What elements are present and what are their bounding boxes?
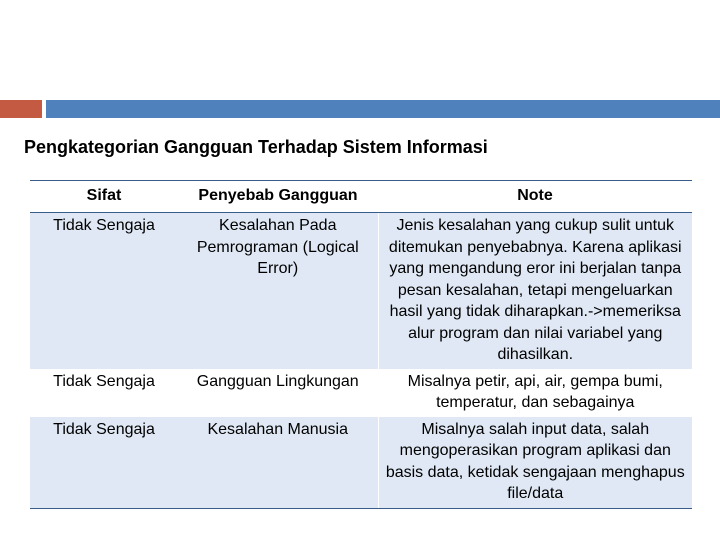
accent-bar-blue xyxy=(46,100,720,118)
table-header-row xyxy=(30,181,692,213)
cell-penyebab: Gangguan Lingkungan xyxy=(178,369,378,417)
cell-note: Misalnya petir, api, air, gempa bumi, temperatur, dan sebagainya xyxy=(378,369,692,417)
cell-sifat: Tidak Sengaja xyxy=(30,213,178,369)
table-row xyxy=(30,213,692,369)
category-table xyxy=(30,180,692,509)
cell-sifat: Tidak Sengaja xyxy=(30,369,178,417)
header-sifat: Sifat xyxy=(30,181,178,213)
cell-penyebab: Kesalahan Manusia xyxy=(178,417,378,509)
accent-bar-red xyxy=(0,100,42,118)
header-note: Note xyxy=(378,181,692,213)
header-penyebab: Penyebab Gangguan xyxy=(178,181,378,213)
table-row xyxy=(30,417,692,509)
cell-note: Jenis kesalahan yang cukup sulit untuk ditemukan penyebabnya. Karena aplikasi yang mengandung eror ini berjalan tanpa pesan kesalahan, tetapi mengeluarkan hasil yang tidak diharapkan.->memeriksa alur program dan nilai variabel yang dihasilkan. xyxy=(378,213,692,369)
slide-title: Pengkategorian Gangguan Terhadap Sistem Informasi xyxy=(24,137,488,157)
cell-penyebab: Kesalahan Pada Pemrograman (Logical Error) xyxy=(178,213,378,369)
cell-sifat: Tidak Sengaja xyxy=(30,417,178,509)
cell-note: Misalnya salah input data, salah mengoperasikan program aplikasi dan basis data, ketidak sengajaan menghapus file/data xyxy=(378,417,692,509)
table-row xyxy=(30,369,692,417)
